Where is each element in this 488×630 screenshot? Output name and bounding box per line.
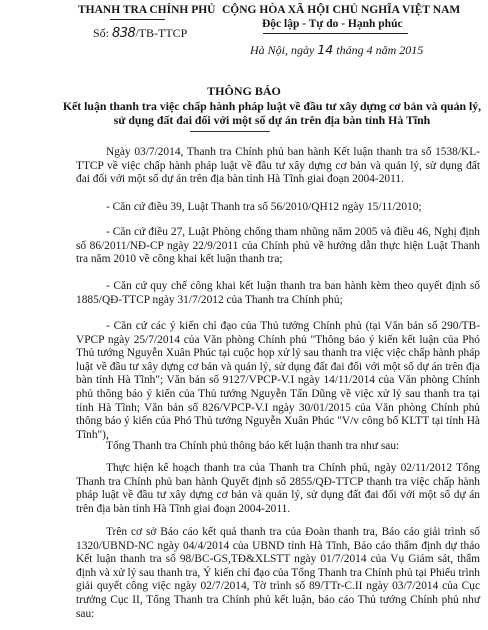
paragraph-basis-4: - Căn cứ các ý kiến chỉ đạo của Thủ tướng Chính phủ (tại Văn bản số 290/TB-VPCP ngày 25/7/2014 của Văn phòng Chính phủ "Thông báo ý kiến kết luận của Phó Thủ tướng Nguyễn Xuân Phúc tại cuộc họp xử lý sau thanh tra việc việc chấp hành pháp luật về đầu tư xây dựng cơ bản và quản lý, sử dụng đất đai đối với một số dự án trên địa bàn tỉnh Hà Tĩnh"; Văn bản số 9127/VPCP-V.I ngày 14/11/2014 của Văn phòng Chính phủ thông báo ý kiến của Thủ tướng Nguyễn Tấn Dũng về việc xử lý sau thanh tra tại tỉnh Hà Tĩnh; Văn bản số 826/VPCP-V.I ngày 30/01/2015 của Văn phòng Chính phủ thông báo ý kiến của Phó Thủ tướng Nguyễn Xuân Phúc "V/v công bố KLTT tại tỉnh Hà Tĩnh"), (76, 320, 480, 441)
paragraph-conclusion-basis: Trên cơ sở Báo cáo kết quả thanh tra của Đoàn thanh tra, Báo cáo giải trình số 1320/UBND-NC ngày 04/4/2014 của UBND tỉnh Hà Tĩnh, Báo cáo thẩm định dự thảo Kết luận thanh tra số 98/BC-GS,TĐ&XLSTT ngày 01/7/2014 của Vụ Giám sát, thẩm định và xử lý sau thanh tra, Ý kiến chỉ đạo của Tổng Thanh tra Chính phủ tại Phiếu trình giải quyết công việc ngày 02/7/2014, Tờ trình số 89/TTr-C.II ngày 03/7/2014 của Cục trưởng Cục II, Tổng Thanh tra Chính phủ kết luận, báo cáo Thủ tướng Chính phủ như sau: (76, 526, 480, 620)
paragraph-basis-1: - Căn cứ điều 39, Luật Thanh tra số 56/2010/QH12 ngày 15/11/2010; (106, 201, 422, 213)
place-prefix: Hà Nội, ngày (250, 43, 315, 57)
document-subtitle: Kết luận thanh tra việc chấp hành pháp luật về đầu tư xây dựng cơ bản và quản lý, sử dụng đất đai đối với một số dự án trên địa bàn tỉnh Hà Tĩnh (62, 99, 482, 127)
motto-underline (263, 33, 408, 34)
doc-number-suffix: /TB-TTCP (135, 26, 188, 40)
doc-number-prefix: Số: (93, 26, 110, 40)
national-motto: Độc lập - Tự do - Hạnh phúc (262, 18, 403, 30)
subtitle-underline (190, 131, 270, 132)
paragraph-basis-3: - Căn cứ quy chế công khai kết luận thanh tra ban hành kèm theo quyết định số 1885/QĐ-TTCP ngày 31/7/2012 của Thanh tra Chính phủ; (76, 280, 480, 306)
national-title: CỘNG HÒA XÃ HỘI CHỦ NGHĨA VIỆT NAM (222, 4, 461, 16)
paragraph-intro: Ngày 03/7/2014, Thanh tra Chính phủ ban hành Kết luận thanh tra số 1538/KL-TTCP về việc chấp hành pháp luật về đầu tư xây dựng cơ bản và quản lý, sử dụng đất đai đối với một số dự án trên địa bàn tỉnh Hà Tĩnh giai đoạn 2004-2011. (76, 146, 480, 186)
day-handwritten: 14 (317, 42, 334, 57)
month-year: tháng 4 năm 2015 (336, 43, 424, 57)
document-number (93, 26, 187, 41)
place-and-date (250, 42, 423, 58)
agency-underline (110, 19, 165, 20)
paragraph-basis-2: - Căn cứ điều 27, Luật Phòng chống tham nhũng năm 2005 và điều 46, Nghị định số 86/2011/NĐ-CP ngày 22/9/2011 của Chính phủ về hướng dẫn thực hiện Luật Thanh tra năm 2010 về công khai kết luận thanh tra; (76, 226, 480, 266)
paragraph-implementation: Thực hiện kế hoạch thanh tra của Thanh tra Chính phủ, ngày 02/11/2012 Tổng Thanh tra Chính phủ ban hành Quyết định số 2855/QĐ-TTCP thanh tra việc chấp hành pháp luật về đầu tư xây dựng cơ bản và quản lý, sử dụng đất đai đối với một số dự án trên địa bàn tỉnh Hà Tĩnh giai đoạn 2004-2011. (76, 462, 480, 515)
doc-number-handwritten: 838 (112, 26, 136, 41)
issuing-agency: THANH TRA CHÍNH PHỦ (78, 4, 216, 16)
document-title: THÔNG BÁO (207, 84, 281, 98)
paragraph-announcement: Tổng Thanh tra Chính phủ thông báo kết luận thanh tra như sau: (106, 440, 400, 452)
